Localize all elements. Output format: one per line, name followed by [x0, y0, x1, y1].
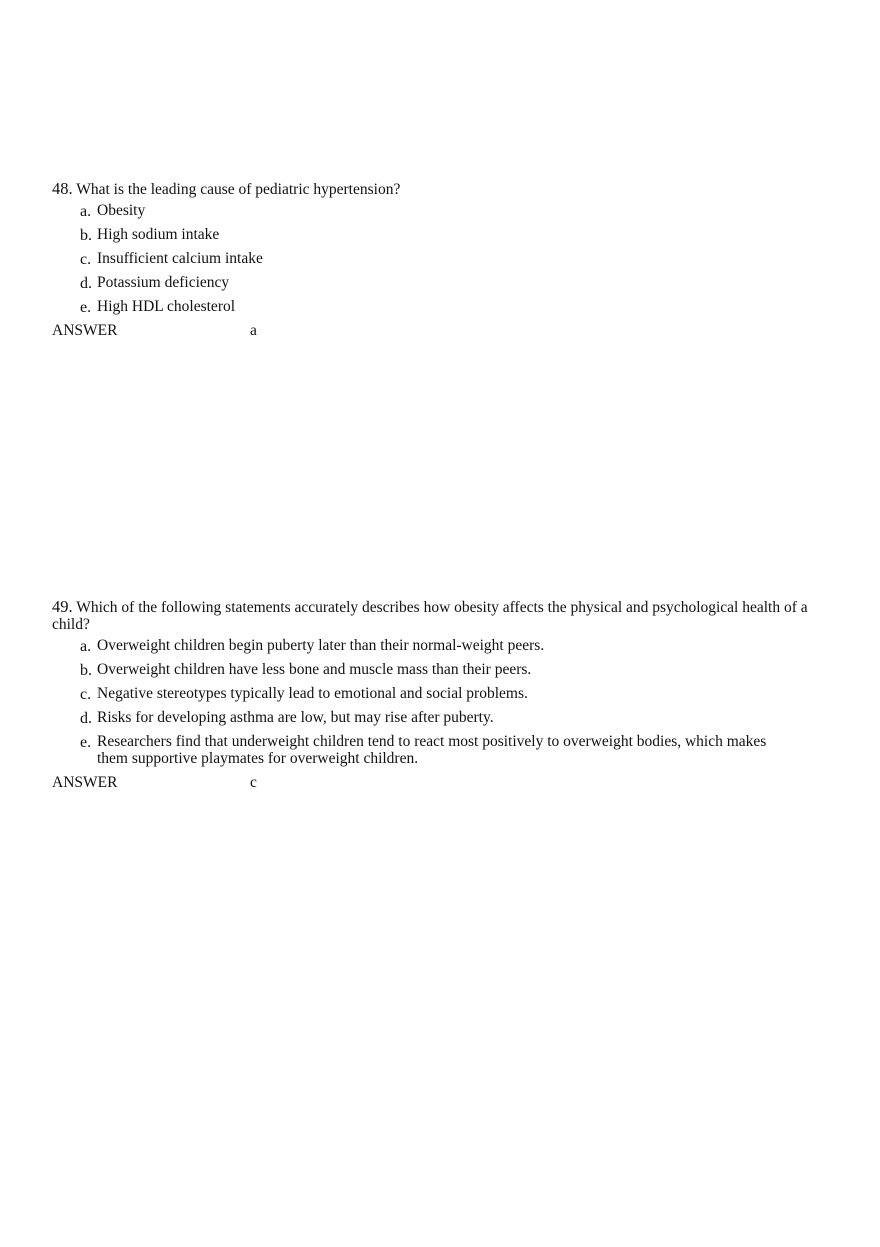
question-stem	[52, 180, 832, 198]
option-c	[52, 250, 832, 267]
option-letter: b.	[80, 662, 92, 679]
option-text: Risks for developing asthma are low, but may rise after puberty.	[97, 709, 494, 726]
question-49	[52, 598, 832, 792]
option-text: High sodium intake	[97, 226, 220, 243]
option-letter: b.	[80, 227, 92, 244]
answer-value: a	[250, 322, 257, 339]
option-b	[52, 226, 832, 243]
option-letter: c.	[80, 686, 92, 703]
option-letter: a.	[80, 203, 92, 220]
answer-label: ANSWER	[52, 322, 118, 339]
option-letter: d.	[80, 710, 92, 727]
answer-row	[52, 774, 832, 792]
option-e	[52, 298, 832, 315]
question-text: Which of the following statements accurately describes how obesity affects the physical and psychological health of a child?	[52, 599, 808, 633]
option-text: Insufficient calcium intake	[97, 250, 263, 267]
option-letter: d.	[80, 275, 92, 292]
option-text: Overweight children have less bone and muscle mass than their peers.	[97, 661, 532, 678]
option-text: High HDL cholesterol	[97, 298, 236, 315]
question-number: 48.	[52, 179, 73, 198]
question-stem	[52, 598, 832, 633]
option-letter: e.	[80, 299, 92, 316]
option-text: Researchers find that underweight children tend to react most positively to overweight bodies, which makes them supportive playmates for overweight children.	[97, 733, 767, 767]
option-d	[52, 274, 832, 291]
question-text: What is the leading cause of pediatric hypertension?	[76, 181, 401, 198]
option-c	[52, 685, 832, 702]
option-text: Obesity	[97, 202, 146, 219]
option-text: Negative stereotypes typically lead to emotional and social problems.	[97, 685, 528, 702]
option-text: Overweight children begin puberty later than their normal-weight peers.	[97, 637, 545, 654]
option-e	[52, 733, 787, 767]
question-number: 49.	[52, 597, 73, 616]
option-d	[52, 709, 832, 726]
answer-label: ANSWER	[52, 774, 118, 791]
answer-value: c	[250, 774, 257, 791]
option-letter: c.	[80, 251, 92, 268]
option-a	[52, 637, 832, 654]
question-48	[52, 180, 832, 340]
option-letter: a.	[80, 638, 92, 655]
answer-row	[52, 322, 832, 340]
option-a	[52, 202, 832, 219]
option-letter: e.	[80, 734, 92, 751]
option-text: Potassium deficiency	[97, 274, 230, 291]
option-b	[52, 661, 832, 678]
